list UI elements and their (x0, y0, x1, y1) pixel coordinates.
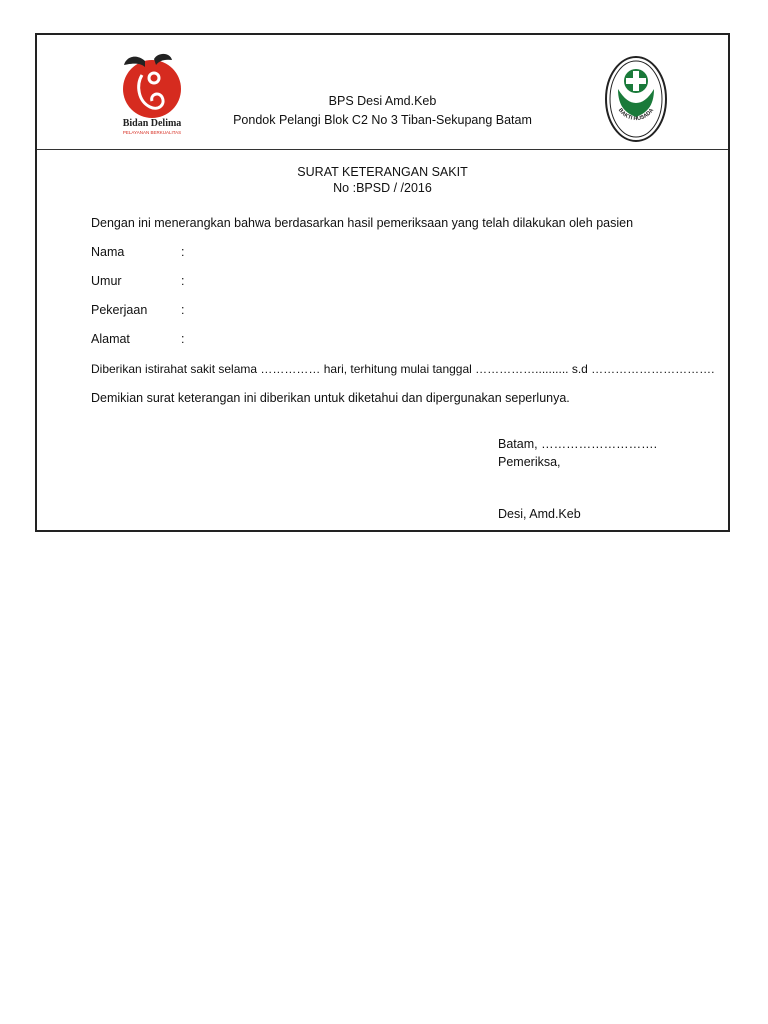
intro-text: Dengan ini menerangkan bahwa berdasarkan hasil pemeriksaan yang telah dilakukan oleh pasien (91, 216, 634, 230)
institution-address: Pondok Pelangi Blok C2 No 3 Tiban-Sekupang Batam (233, 113, 532, 127)
signature-role: Pemeriksa, (498, 455, 561, 469)
emblem-text: BAKTI HUSADA (616, 107, 656, 123)
closing-statement: Demikian surat keterangan ini diberikan untuk diketahui dan dipergunakan seperlunya. (91, 391, 570, 405)
field-label: Alamat (91, 332, 130, 346)
signature-name: Desi, Amd.Keb (498, 507, 581, 521)
signature-place-date: Batam, ………………………. (498, 437, 658, 451)
field-umur (91, 274, 184, 288)
bakti-husada-emblem-icon (604, 55, 668, 143)
field-separator: : (181, 245, 185, 259)
field-label: Umur (91, 274, 122, 288)
field-label: Nama (91, 245, 125, 259)
field-alamat (91, 332, 184, 346)
sick-letter-document (35, 33, 730, 532)
field-separator: : (181, 274, 185, 288)
field-pekerjaan (91, 303, 184, 317)
field-label: Pekerjaan (91, 303, 148, 317)
logo-subtext: PELAYANAN BERKUALITAS (122, 130, 182, 135)
field-separator: : (181, 332, 185, 346)
document-number: No :BPSD / /2016 (333, 181, 432, 195)
logo-text: Bidan Delima (122, 118, 182, 129)
document-title: SURAT KETERANGAN SAKIT (297, 165, 468, 179)
field-separator: : (181, 303, 185, 317)
rest-statement: Diberikan istirahat sakit selama …………… hari, terhitung mulai tanggal …………….......... s.d …………………………. (91, 362, 715, 376)
letterhead (37, 35, 728, 150)
institution-name: BPS Desi Amd.Keb (328, 94, 437, 108)
field-nama (91, 245, 184, 259)
